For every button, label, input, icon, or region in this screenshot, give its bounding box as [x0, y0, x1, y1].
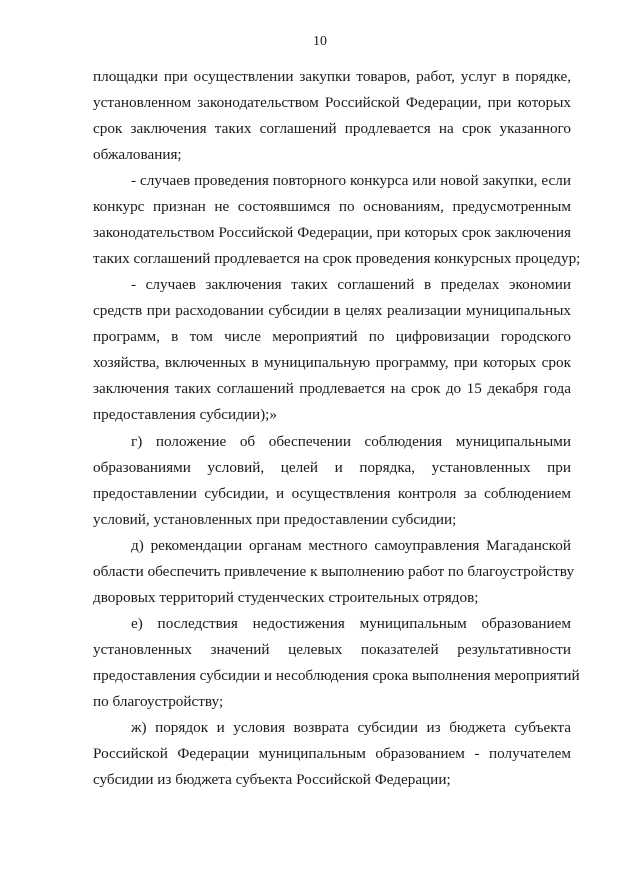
text-line: конкурс признан не состоявшимся по основаниям, предусмотренным [93, 198, 571, 215]
text-line: дворовых территорий студенческих строительных отрядов; [93, 589, 479, 606]
text-line: установленных значений целевых показателей результативности [93, 641, 571, 658]
text-line: образованиями условий, целей и порядка, установленных при [93, 459, 571, 476]
text-line: области обеспечить привлечение к выполнению работ по благоустройству [93, 563, 575, 580]
text-line: предоставления субсидии и несоблюдения срока выполнения мероприятий [93, 667, 580, 684]
text-line: Российской Федерации муниципальным образованием - получателем [93, 745, 571, 762]
text-line: законодательством Российской Федерации, при которых срок заключения [93, 224, 571, 241]
text-line: е) последствия недостижения муниципальным образованием [131, 615, 571, 632]
text-line: средств при расходовании субсидии в целях реализации муниципальных [93, 302, 571, 319]
text-line: предоставления субсидии);» [93, 406, 277, 423]
text-line: таких соглашений продлевается на срок проведения конкурсных процедур; [93, 250, 581, 267]
text-line: срок заключения таких соглашений продлевается на срок указанного [93, 120, 571, 137]
text-line: условий, установленных при предоставлении субсидии; [93, 511, 457, 528]
text-line: установленном законодательством Российской Федерации, при которых [93, 94, 571, 111]
text-line: заключения таких соглашений продлевается на срок до 15 декабря года [93, 380, 571, 397]
page-number: 10 [313, 34, 327, 49]
text-line: по благоустройству; [93, 693, 224, 710]
text-line: площадки при осуществлении закупки товаров, работ, услуг в порядке, [93, 68, 571, 85]
text-line: - случаев заключения таких соглашений в пределах экономии [131, 276, 571, 293]
text-line: программ, в том числе мероприятий по цифровизации городского [93, 328, 571, 345]
text-line: субсидии из бюджета субъекта Российской Федерации; [93, 771, 451, 788]
text-line: ж) порядок и условия возврата субсидии из бюджета субъекта [131, 719, 571, 736]
text-line: предоставлении субсидии, и осуществления контроля за соблюдением [93, 485, 571, 502]
text-line: хозяйства, включенных в муниципальную программу, при которых срок [93, 354, 571, 371]
text-line: - случаев проведения повторного конкурса или новой закупки, если [131, 172, 571, 189]
text-line: д) рекомендации органам местного самоуправления Магаданской [131, 537, 571, 554]
text-line: обжалования; [93, 146, 182, 163]
text-line: г) положение об обеспечении соблюдения муниципальными [131, 433, 571, 450]
